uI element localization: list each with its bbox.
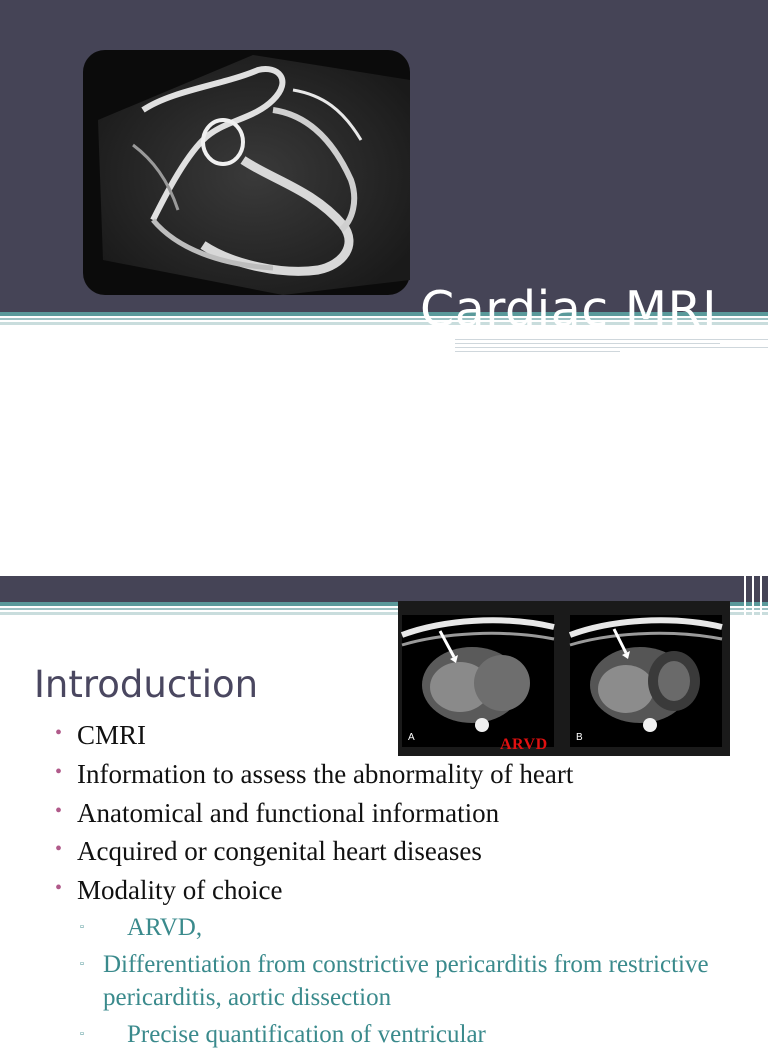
sub-bullet-icon: ▫ bbox=[80, 1028, 84, 1040]
list-item: ▫ Differentiation from constrictive pericarditis from restrictive pericarditis, aortic dissection bbox=[80, 948, 760, 1014]
list-item: • Acquired or congenital heart diseases bbox=[55, 832, 755, 871]
introduction-slide bbox=[0, 576, 768, 1048]
header-band bbox=[0, 576, 768, 602]
bullet-list bbox=[55, 716, 755, 910]
list-item: • CMRI bbox=[55, 716, 755, 755]
figure-caption: ARVD bbox=[500, 736, 548, 753]
list-item: • Modality of choice bbox=[55, 871, 755, 910]
list-item: • Information to assess the abnormality of heart bbox=[55, 755, 755, 794]
sub-bullet-icon: ▫ bbox=[80, 958, 84, 970]
cardiac-mri-scan-icon bbox=[83, 50, 410, 295]
panel-label: A bbox=[408, 732, 415, 743]
bullet-icon: • bbox=[55, 838, 63, 861]
list-item: ▫ Precise quantification of ventricular bbox=[80, 1018, 760, 1051]
slide-heading: Introduction bbox=[34, 663, 259, 706]
bullet-icon: • bbox=[55, 877, 63, 900]
sub-bullet-icon: ▫ bbox=[80, 921, 84, 933]
title-underline bbox=[455, 339, 768, 355]
bullet-icon: • bbox=[55, 722, 63, 744]
slide-title: Cardiac MRI bbox=[420, 281, 718, 338]
list-item: • Anatomical and functional information bbox=[55, 794, 755, 833]
list-item: ▫ ARVD, bbox=[80, 911, 760, 944]
bullet-icon: • bbox=[55, 799, 63, 822]
sub-bullet-list bbox=[80, 911, 760, 1051]
bullet-icon: • bbox=[55, 760, 63, 783]
corner-ticks bbox=[740, 576, 768, 626]
panel-label: B bbox=[576, 732, 583, 743]
cardiac-mri-image bbox=[83, 50, 410, 295]
